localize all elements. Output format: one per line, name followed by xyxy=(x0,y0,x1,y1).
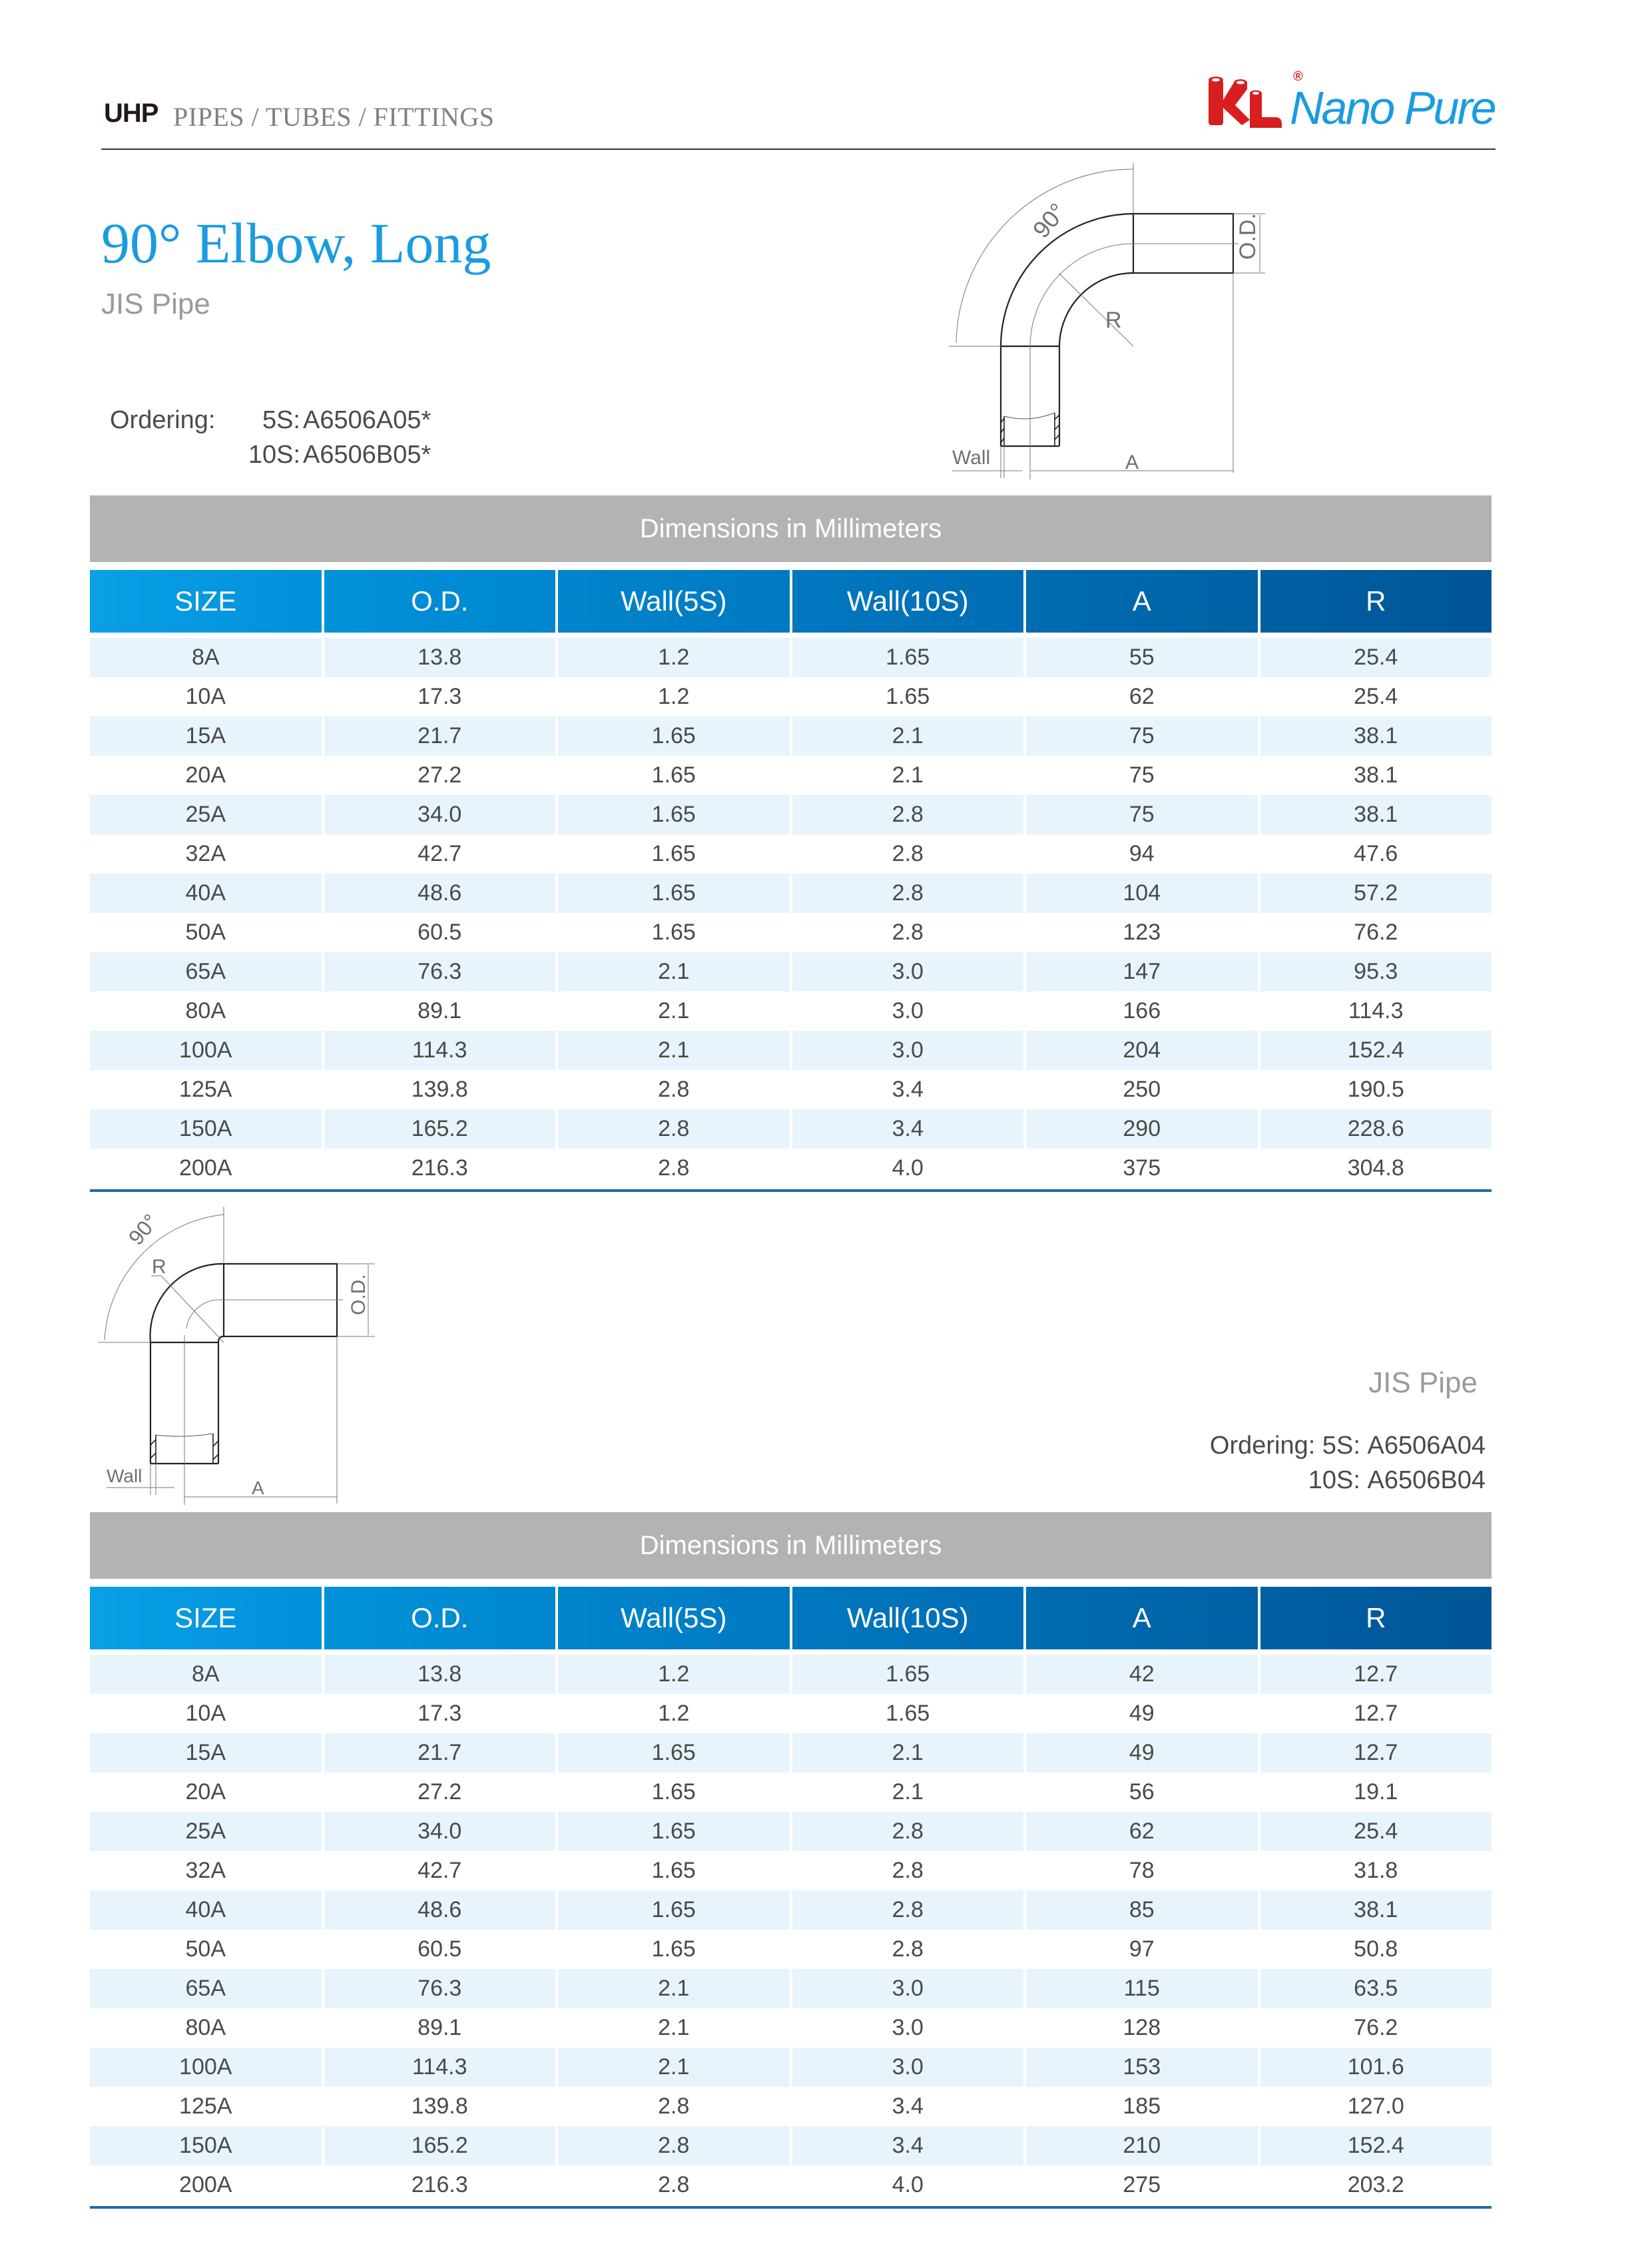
table-cell: 1.65 xyxy=(792,1655,1024,1694)
table-cell: 200A xyxy=(90,2165,322,2205)
table-cell: 1.65 xyxy=(558,716,790,756)
short-elbow-drawing xyxy=(87,1199,459,1505)
table-cell: 97 xyxy=(1026,1930,1258,1969)
table-cell: 3.0 xyxy=(792,1031,1024,1070)
column-header: SIZE xyxy=(90,1587,322,1649)
table-cell: 1.2 xyxy=(558,638,790,677)
table-cell: 2.8 xyxy=(792,1812,1024,1851)
table-row xyxy=(90,1930,1492,1969)
table-cell: 76.3 xyxy=(324,1969,556,2008)
table-cell: 42 xyxy=(1026,1655,1258,1694)
table-cell: 17.3 xyxy=(324,1694,556,1733)
table-cell: 101.6 xyxy=(1260,2048,1492,2087)
table-cell: 1.65 xyxy=(558,874,790,913)
table-cell: 60.5 xyxy=(324,913,556,952)
table-cell: 114.3 xyxy=(324,1031,556,1070)
column-header: SIZE xyxy=(90,570,322,633)
table-row xyxy=(90,2087,1492,2126)
table-cell: 150A xyxy=(90,2126,322,2165)
table-cell: 2.1 xyxy=(792,1773,1024,1812)
table-cell: 165.2 xyxy=(324,1109,556,1149)
table-cell: 78 xyxy=(1026,1851,1258,1890)
table-cell: 204 xyxy=(1026,1031,1258,1070)
table-cell: 38.1 xyxy=(1260,795,1492,834)
table-cell: 25.4 xyxy=(1260,677,1492,716)
ordering-code: A6506A04 xyxy=(1367,1431,1486,1460)
column-header: A xyxy=(1026,1587,1258,1649)
ordering-schedule: 5S: xyxy=(1322,1431,1360,1460)
table-cell: 2.1 xyxy=(558,1031,790,1070)
table-cell: 2.1 xyxy=(558,952,790,991)
table-cell: 27.2 xyxy=(324,756,556,795)
table-cell: 1.65 xyxy=(558,756,790,795)
table-cell: 49 xyxy=(1026,1694,1258,1733)
table-cell: 12.7 xyxy=(1260,1694,1492,1733)
table-row xyxy=(90,1655,1492,1694)
table-cell: 20A xyxy=(90,756,322,795)
table-cell: 2.1 xyxy=(558,2008,790,2048)
table-cell: 10A xyxy=(90,677,322,716)
table-cell: 1.65 xyxy=(558,1851,790,1890)
table-cell: 89.1 xyxy=(324,991,556,1031)
table-cell: 2.1 xyxy=(558,991,790,1031)
column-header: O.D. xyxy=(324,1587,556,1649)
table-row xyxy=(90,1733,1492,1773)
table-cell: 2.8 xyxy=(558,2087,790,2126)
table-cell: 60.5 xyxy=(324,1930,556,1969)
ordering-row xyxy=(1210,1463,1486,1498)
table-cell: 20A xyxy=(90,1773,322,1812)
table-cell: 104 xyxy=(1026,874,1258,913)
ordering-schedule: 5S: xyxy=(262,406,300,434)
dimensions-table-short xyxy=(90,1512,1492,2209)
table-cell: 1.65 xyxy=(558,1930,790,1969)
table-cell: 34.0 xyxy=(324,795,556,834)
table-cell: 25.4 xyxy=(1260,1812,1492,1851)
table-row xyxy=(90,2165,1492,2205)
column-header: R xyxy=(1260,570,1492,633)
table-cell: 50A xyxy=(90,913,322,952)
column-header: Wall(10S) xyxy=(792,1587,1024,1649)
table-cell: 2.8 xyxy=(792,1851,1024,1890)
table-cell: 62 xyxy=(1026,1812,1258,1851)
table-cell: 125A xyxy=(90,2087,322,2126)
table-cell: 75 xyxy=(1026,716,1258,756)
ordering-code: A6506B04 xyxy=(1367,1466,1486,1494)
table-cell: 3.0 xyxy=(792,2008,1024,2048)
table-cell: 3.0 xyxy=(792,1969,1024,2008)
ordering-schedule: 10S: xyxy=(248,440,300,469)
wall-label: Wall xyxy=(107,1466,142,1486)
table-row xyxy=(90,2008,1492,2048)
table-cell: 139.8 xyxy=(324,1070,556,1109)
table-cell: 48.6 xyxy=(324,1890,556,1930)
table-cell: 2.8 xyxy=(792,874,1024,913)
table-body xyxy=(90,1655,1492,2205)
table-cell: 4.0 xyxy=(792,2165,1024,2205)
table-cell: 80A xyxy=(90,991,322,1031)
table-cell: 1.65 xyxy=(792,638,1024,677)
table-cell: 57.2 xyxy=(1260,874,1492,913)
table-cell: 2.8 xyxy=(792,834,1024,874)
table-cell: 8A xyxy=(90,638,322,677)
table-cell: 127.0 xyxy=(1260,2087,1492,2126)
table-cell: 166 xyxy=(1026,991,1258,1031)
table-cell: 1.65 xyxy=(792,677,1024,716)
table-cell: 47.6 xyxy=(1260,834,1492,874)
table-cell: 2.8 xyxy=(558,2165,790,2205)
table-cell: 25.4 xyxy=(1260,638,1492,677)
column-header: O.D. xyxy=(324,570,556,633)
table-cell: 139.8 xyxy=(324,2087,556,2126)
table-cell: 13.8 xyxy=(324,1655,556,1694)
table-cell: 50A xyxy=(90,1930,322,1969)
table-cell: 190.5 xyxy=(1260,1070,1492,1109)
table-cell: 17.3 xyxy=(324,677,556,716)
table-header-row xyxy=(90,570,1492,633)
column-header: Wall(10S) xyxy=(792,570,1024,633)
table-cell: 216.3 xyxy=(324,2165,556,2205)
ordering-schedule: 10S: xyxy=(1308,1466,1360,1494)
table-cell: 32A xyxy=(90,834,322,874)
table-row xyxy=(90,1694,1492,1733)
table-cell: 21.7 xyxy=(324,716,556,756)
table-cell: 2.1 xyxy=(792,756,1024,795)
table-row xyxy=(90,716,1492,756)
table-cell: 3.4 xyxy=(792,1109,1024,1149)
table-cell: 1.65 xyxy=(558,1890,790,1930)
registered-mark: ® xyxy=(1293,69,1303,84)
table-cell: 304.8 xyxy=(1260,1149,1492,1188)
table-cell: 42.7 xyxy=(324,1851,556,1890)
table-cell: 15A xyxy=(90,1733,322,1773)
table-cell: 12.7 xyxy=(1260,1655,1492,1694)
wall-label: Wall xyxy=(952,447,991,469)
table-cell: 8A xyxy=(90,1655,322,1694)
table-cell: 80A xyxy=(90,2008,322,2048)
table-cell: 123 xyxy=(1026,913,1258,952)
table-cell: 75 xyxy=(1026,795,1258,834)
table-cell: 125A xyxy=(90,1070,322,1109)
od-label: O.D. xyxy=(348,1274,370,1315)
angle-label: 90° xyxy=(1027,198,1072,244)
table-cell: 89.1 xyxy=(324,2008,556,2048)
table-cell: 152.4 xyxy=(1260,2126,1492,2165)
table-cell: 85 xyxy=(1026,1890,1258,1930)
table-cell: 2.8 xyxy=(558,1109,790,1149)
column-header: A xyxy=(1026,570,1258,633)
table-body xyxy=(90,638,1492,1188)
table-cell: 1.65 xyxy=(792,1694,1024,1733)
ordering-label: Ordering: xyxy=(1209,1431,1316,1460)
table-cell: 2.1 xyxy=(792,1733,1024,1773)
table-cell: 13.8 xyxy=(324,638,556,677)
table-row xyxy=(90,1969,1492,2008)
table-cell: 114.3 xyxy=(324,2048,556,2087)
table-cell: 65A xyxy=(90,1969,322,2008)
table-cell: 150A xyxy=(90,1109,322,1149)
table-cell: 128 xyxy=(1026,2008,1258,2048)
dimensions-table-long xyxy=(90,495,1492,1192)
ordering-info-long xyxy=(110,403,431,472)
table-row xyxy=(90,2126,1492,2165)
table-cell: 203.2 xyxy=(1260,2165,1492,2205)
table-cell: 10A xyxy=(90,1694,322,1733)
table-cell: 38.1 xyxy=(1260,756,1492,795)
table-row xyxy=(90,834,1492,874)
table-cell: 25A xyxy=(90,795,322,834)
table-cell: 1.65 xyxy=(558,913,790,952)
table-cell: 76.2 xyxy=(1260,2008,1492,2048)
table-row xyxy=(90,756,1492,795)
table-cell: 250 xyxy=(1026,1070,1258,1109)
table-row xyxy=(90,1890,1492,1930)
table-cell: 147 xyxy=(1026,952,1258,991)
table-row xyxy=(90,1851,1492,1890)
company-logo xyxy=(1209,67,1502,140)
table-cell: 275 xyxy=(1026,2165,1258,2205)
table-cell: 12.7 xyxy=(1260,1733,1492,1773)
table-row xyxy=(90,795,1492,834)
table-cell: 76.3 xyxy=(324,952,556,991)
ordering-row xyxy=(110,437,431,472)
a-label: A xyxy=(252,1478,264,1498)
table-cell: 100A xyxy=(90,1031,322,1070)
ordering-row xyxy=(1210,1428,1486,1463)
table-row xyxy=(90,2048,1492,2087)
table-row xyxy=(90,638,1492,677)
table-cell: 49 xyxy=(1026,1733,1258,1773)
column-header: Wall(5S) xyxy=(558,570,790,633)
table-cell: 38.1 xyxy=(1260,716,1492,756)
table-cell: 1.65 xyxy=(558,1773,790,1812)
table-cell: 2.8 xyxy=(792,913,1024,952)
ordering-label: Ordering: xyxy=(110,406,216,434)
table-cell: 76.2 xyxy=(1260,913,1492,952)
table-cell: 15A xyxy=(90,716,322,756)
ordering-row xyxy=(110,403,431,437)
ordering-info-short xyxy=(1210,1428,1486,1498)
table-cell: 31.8 xyxy=(1260,1851,1492,1890)
table-cell: 100A xyxy=(90,2048,322,2087)
table-cell: 290 xyxy=(1026,1109,1258,1149)
table-row xyxy=(90,1109,1492,1149)
table-cell: 75 xyxy=(1026,756,1258,795)
od-label: O.D. xyxy=(1235,213,1260,260)
section2-subtitle: JIS Pipe xyxy=(1368,1366,1478,1399)
table-cell: 210 xyxy=(1026,2126,1258,2165)
ordering-code: A6506B05* xyxy=(303,440,431,469)
table-cell: 94 xyxy=(1026,834,1258,874)
table-cell: 34.0 xyxy=(324,1812,556,1851)
ordering-code: A6506A05* xyxy=(303,406,431,434)
table-end-rule xyxy=(90,1189,1492,1192)
table-cell: 2.8 xyxy=(558,2126,790,2165)
table-cell: 40A xyxy=(90,1890,322,1930)
table-cell: 3.0 xyxy=(792,991,1024,1031)
table-cell: 1.65 xyxy=(558,1733,790,1773)
table-row xyxy=(90,1031,1492,1070)
table-row xyxy=(90,1812,1492,1851)
table-cell: 1.2 xyxy=(558,677,790,716)
table-cell: 19.1 xyxy=(1260,1773,1492,1812)
table-cell: 1.2 xyxy=(558,1655,790,1694)
table-cell: 62 xyxy=(1026,677,1258,716)
table-cell: 3.4 xyxy=(792,2126,1024,2165)
kl-logo-mark-icon xyxy=(1209,73,1288,133)
table-row xyxy=(90,874,1492,913)
table-cell: 216.3 xyxy=(324,1149,556,1188)
table-cell: 152.4 xyxy=(1260,1031,1492,1070)
table-cell: 65A xyxy=(90,952,322,991)
table-cell: 48.6 xyxy=(324,874,556,913)
header-divider xyxy=(101,148,1496,150)
a-label: A xyxy=(1125,451,1139,473)
table-cell: 1.65 xyxy=(558,834,790,874)
table-cell: 32A xyxy=(90,1851,322,1890)
table-cell: 3.4 xyxy=(792,2087,1024,2126)
table-cell: 40A xyxy=(90,874,322,913)
table-end-rule xyxy=(90,2206,1492,2209)
table-cell: 114.3 xyxy=(1260,991,1492,1031)
table-cell: 50.8 xyxy=(1260,1930,1492,1969)
table-cell: 56 xyxy=(1026,1773,1258,1812)
table-cell: 185 xyxy=(1026,2087,1258,2126)
table-banner: Dimensions in Millimeters xyxy=(90,495,1492,562)
page-subtitle: JIS Pipe xyxy=(101,288,210,320)
table-cell: 2.8 xyxy=(792,1930,1024,1969)
table-cell: 115 xyxy=(1026,1969,1258,2008)
table-cell: 3.0 xyxy=(792,952,1024,991)
table-cell: 55 xyxy=(1026,638,1258,677)
page-title: 90° Elbow, Long xyxy=(101,211,491,275)
long-elbow-drawing xyxy=(932,153,1265,486)
angle-label: 90° xyxy=(123,1209,163,1250)
table-banner: Dimensions in Millimeters xyxy=(90,1512,1492,1579)
table-row xyxy=(90,1773,1492,1812)
table-cell: 25A xyxy=(90,1812,322,1851)
table-cell: 200A xyxy=(90,1149,322,1188)
table-cell: 2.1 xyxy=(792,716,1024,756)
table-row xyxy=(90,677,1492,716)
column-header: R xyxy=(1260,1587,1492,1649)
table-cell: 1.65 xyxy=(558,795,790,834)
table-cell: 2.8 xyxy=(792,795,1024,834)
table-row xyxy=(90,1070,1492,1109)
table-row xyxy=(90,991,1492,1031)
table-cell: 2.8 xyxy=(792,1890,1024,1930)
table-row xyxy=(90,913,1492,952)
header-category: PIPES / TUBES / FITTINGS xyxy=(173,102,495,132)
table-cell: 27.2 xyxy=(324,1773,556,1812)
table-cell: 3.0 xyxy=(792,2048,1024,2087)
table-cell: 38.1 xyxy=(1260,1890,1492,1930)
radius-label: R xyxy=(1105,308,1122,333)
table-header-row xyxy=(90,1587,1492,1649)
table-row xyxy=(90,952,1492,991)
radius-label: R xyxy=(152,1256,166,1278)
table-cell: 2.8 xyxy=(558,1149,790,1188)
table-cell: 1.2 xyxy=(558,1694,790,1733)
table-cell: 4.0 xyxy=(792,1149,1024,1188)
table-cell: 63.5 xyxy=(1260,1969,1492,2008)
logo-brand-name: Nano Pure xyxy=(1290,82,1495,134)
table-cell: 2.1 xyxy=(558,1969,790,2008)
table-cell: 2.8 xyxy=(558,1070,790,1109)
table-cell: 228.6 xyxy=(1260,1109,1492,1149)
table-cell: 42.7 xyxy=(324,834,556,874)
table-cell: 3.4 xyxy=(792,1070,1024,1109)
header-brand-prefix: UHP xyxy=(104,99,158,128)
table-cell: 165.2 xyxy=(324,2126,556,2165)
table-cell: 21.7 xyxy=(324,1733,556,1773)
table-row xyxy=(90,1149,1492,1188)
table-cell: 95.3 xyxy=(1260,952,1492,991)
table-cell: 1.65 xyxy=(558,1812,790,1851)
table-cell: 153 xyxy=(1026,2048,1258,2087)
table-cell: 2.1 xyxy=(558,2048,790,2087)
column-header: Wall(5S) xyxy=(558,1587,790,1649)
table-cell: 375 xyxy=(1026,1149,1258,1188)
